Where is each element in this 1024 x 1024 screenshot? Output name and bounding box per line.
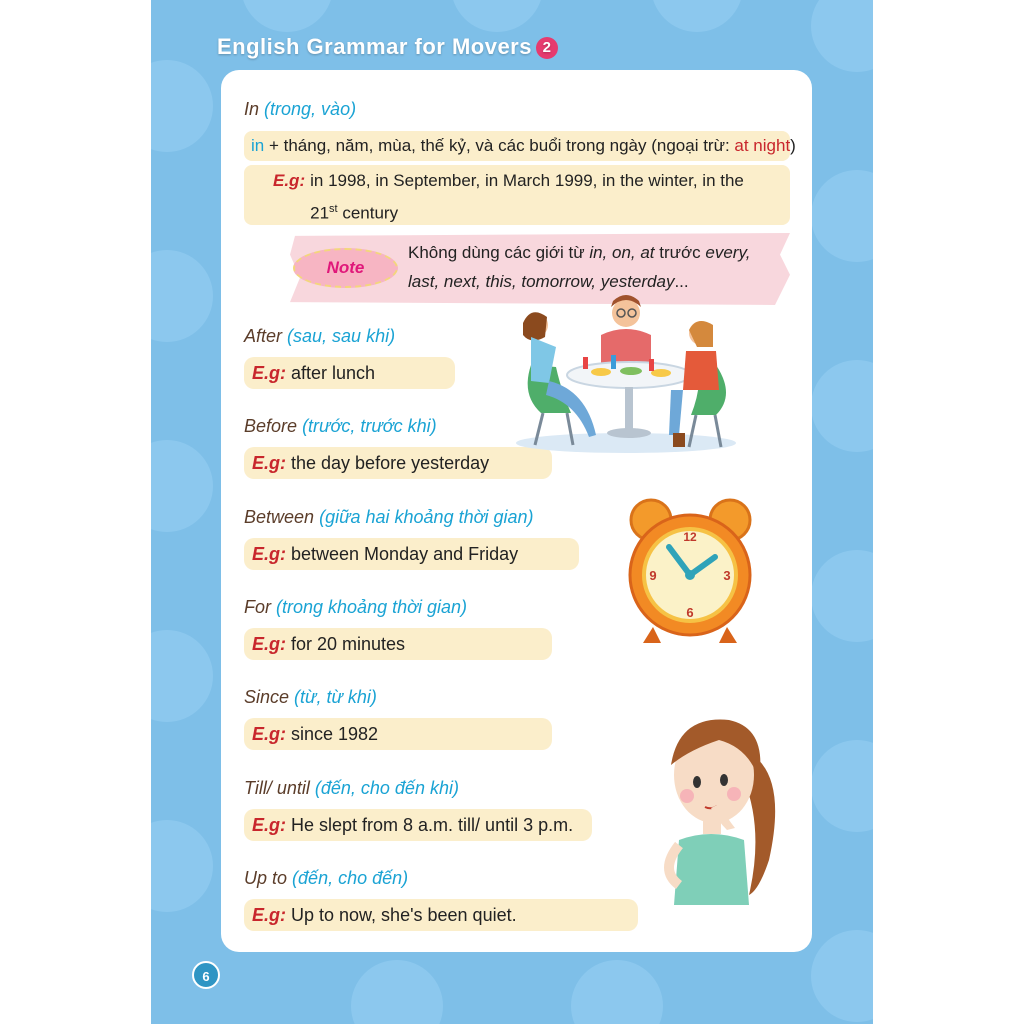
entry-translation: (đến, cho đến) bbox=[292, 868, 409, 888]
example-pill bbox=[244, 357, 455, 389]
in-heading bbox=[244, 96, 356, 122]
alarm-clock-illustration bbox=[623, 495, 758, 645]
header-title-text: English Grammar for Movers bbox=[217, 34, 532, 59]
page-number: 6 bbox=[192, 961, 220, 989]
entry-heading bbox=[244, 865, 638, 891]
entry-translation: (giữa hai khoảng thời gian) bbox=[319, 507, 534, 527]
eg-label: E.g: bbox=[252, 363, 286, 383]
eg-label: E.g: bbox=[252, 905, 286, 925]
example-text: He slept from 8 a.m. till/ until 3 p.m. bbox=[291, 815, 574, 835]
entry-up-to bbox=[244, 865, 638, 931]
eg-label: E.g: bbox=[252, 453, 286, 473]
note-badge: Note bbox=[293, 248, 398, 288]
example-text: Up to now, she's been quiet. bbox=[291, 905, 517, 925]
in-example-century-number: 21 bbox=[310, 203, 330, 223]
note-text bbox=[408, 238, 780, 296]
note-text-suffix: ... bbox=[674, 272, 689, 291]
entry-heading bbox=[244, 684, 552, 710]
rule-in-word: in bbox=[251, 136, 265, 155]
eg-label: E.g: bbox=[252, 724, 286, 744]
entry-word: Since bbox=[244, 687, 290, 707]
book-number-badge: 2 bbox=[536, 37, 558, 59]
note-text-mid: trước bbox=[654, 243, 706, 262]
entry-heading bbox=[244, 323, 455, 349]
example-text: between Monday and Friday bbox=[291, 544, 519, 564]
clock-numeral-6: 6 bbox=[686, 605, 694, 620]
entry-since bbox=[244, 684, 552, 750]
entry-word: Before bbox=[244, 416, 298, 436]
example-pill bbox=[244, 538, 579, 570]
example-pill bbox=[244, 809, 592, 841]
entry-translation: (sau, sau khi) bbox=[287, 326, 396, 346]
eg-label: E.g: bbox=[252, 815, 286, 835]
entry-word: For bbox=[244, 597, 271, 617]
note-text-prefix: Không dùng các giới từ bbox=[408, 243, 590, 262]
in-example-line2: century bbox=[337, 203, 399, 223]
in-example-century-suffix: st bbox=[329, 203, 338, 215]
example-text: since 1982 bbox=[291, 724, 379, 744]
in-rule-row bbox=[244, 131, 796, 161]
in-section bbox=[244, 96, 356, 122]
example-text: after lunch bbox=[291, 363, 376, 383]
note-time-words: every, last, next, this, tomorrow, yesterday bbox=[408, 243, 751, 291]
entry-translation: (trong khoảng thời gian) bbox=[276, 597, 468, 617]
dining-illustration bbox=[501, 295, 751, 460]
in-example-line1: in 1998, in September, in March 1999, in the winter, in the bbox=[310, 171, 744, 190]
entry-translation: (từ, từ khi) bbox=[294, 687, 377, 707]
example-text: the day before yesterday bbox=[291, 453, 490, 473]
example-pill bbox=[244, 899, 638, 931]
entry-heading bbox=[244, 594, 552, 620]
entry-word: Up to bbox=[244, 868, 288, 888]
clock-numeral-9: 9 bbox=[649, 568, 657, 583]
rule-text: + tháng, năm, mùa, thế kỷ, và các buổi trong ngày (ngoại trừ: bbox=[264, 136, 735, 155]
entry-translation: (trước, trước khi) bbox=[302, 416, 437, 436]
page-header-title bbox=[217, 34, 558, 60]
example-pill bbox=[244, 718, 552, 750]
entry-word: Till/ until bbox=[244, 778, 310, 798]
eg-label: E.g: bbox=[252, 544, 286, 564]
rule-close: ) bbox=[790, 136, 796, 155]
entry-translation: (đến, cho đến khi) bbox=[314, 778, 459, 798]
entry-word: After bbox=[244, 326, 283, 346]
in-example-box bbox=[244, 165, 790, 225]
clock-numeral-12: 12 bbox=[683, 530, 697, 544]
thinking-girl-illustration bbox=[649, 710, 789, 905]
example-text: for 20 minutes bbox=[291, 634, 406, 654]
in-heading-word: In bbox=[244, 99, 260, 119]
entry-for bbox=[244, 594, 552, 660]
entry-till-until bbox=[244, 775, 592, 841]
eg-label: E.g: bbox=[252, 634, 286, 654]
entry-between bbox=[244, 504, 579, 570]
example-pill bbox=[244, 628, 552, 660]
rule-exception: at night bbox=[734, 136, 791, 155]
entry-word: Between bbox=[244, 507, 315, 527]
content-card bbox=[221, 70, 812, 952]
eg-label: E.g: bbox=[273, 171, 306, 190]
page-background bbox=[151, 0, 873, 1024]
in-heading-translation: (trong, vào) bbox=[264, 99, 357, 119]
entry-after bbox=[244, 323, 455, 389]
note-prepositions: in, on, at bbox=[589, 243, 655, 262]
entry-heading bbox=[244, 775, 592, 801]
clock-numeral-3: 3 bbox=[723, 568, 731, 583]
entry-heading bbox=[244, 504, 579, 530]
